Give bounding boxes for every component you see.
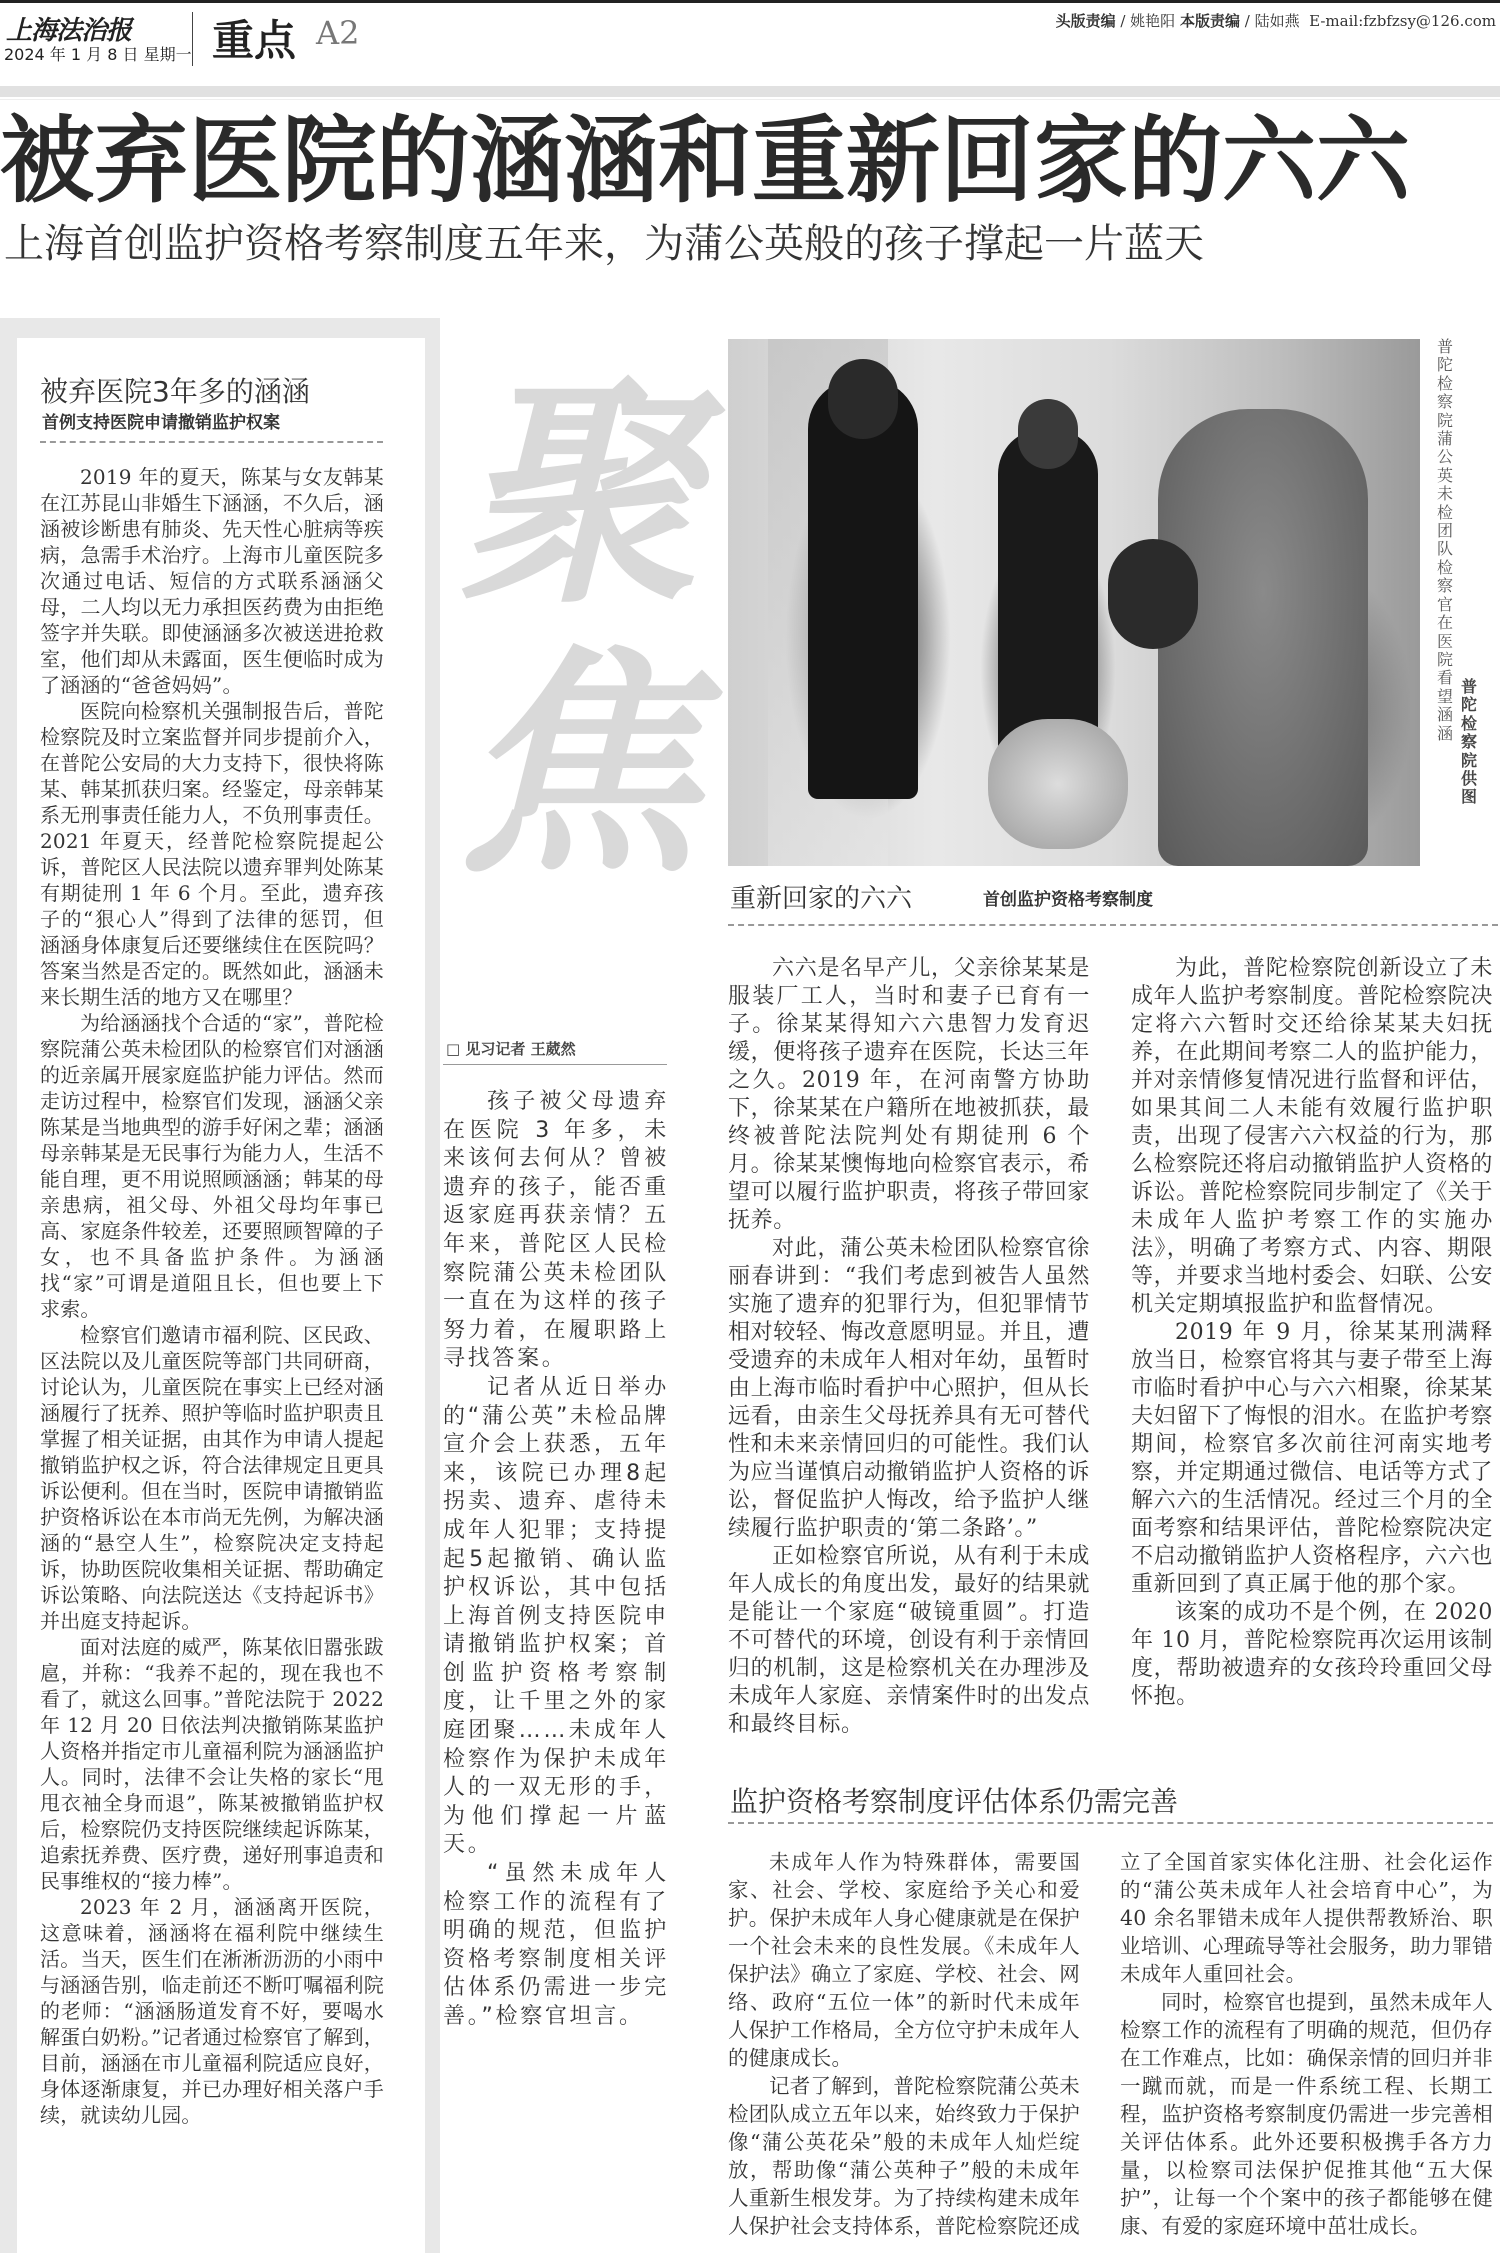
photo-stroller — [988, 719, 1128, 849]
photo-figure-child — [1108, 539, 1198, 649]
story-liuliu-heading: 重新回家的六六 — [730, 884, 913, 914]
story-liuliu-col2 — [1131, 955, 1493, 1711]
section-name: 重点 — [212, 16, 297, 65]
newspaper-logo: 上海法治报 — [6, 16, 132, 46]
masthead-divider — [192, 12, 193, 66]
focus-calligraphy: 聚焦 — [458, 354, 699, 906]
photo-figure-prosecutor-female — [998, 429, 1098, 759]
paragraph: 未成年人作为特殊群体，需要国家、社会、学校、家庭给予关心和爱护。保护未成年人身心健康就是在保护一个社会未来的良性发展。《未成年人保护法》确立了家庭、学校、社会、网络、政府“五位一体”的新时代未成年人保护工作格局，全方位守护未成年人的健康成长。 — [728, 1850, 1080, 2070]
paragraph: “虽然未成年人检察工作的流程有了明确的规范，但监护资格考察制度相关评估体系仍需进一步完善。”检察官坦言。 — [443, 1861, 669, 2029]
news-photo — [728, 339, 1420, 866]
story-evaluation-col2 — [1120, 1848, 1493, 2240]
dashed-divider — [40, 441, 383, 443]
photo-figure-caregiver — [1158, 409, 1368, 866]
photo-credit: 普陀检察院 供图 — [1460, 677, 1477, 807]
front-editor-label: 头版责编 — [1055, 12, 1116, 30]
issue-date: 2024 年 1 月 8 日 星期一 — [4, 45, 192, 64]
paragraph: 同时，检察官也提到，虽然未成年人检察工作的流程有了明确的规范，但仍存在工作难点，比如：确保亲情的回归并非一蹴而就，而是一件系统工程、长期工程，监护资格考察制度仍需进一步完善相关评估体系。此外还要积极携手各方力量，以检察司法保护促推其他“五大保护”，让每一个个案中的孩子都能够在健康、有爱的家庭环境中茁壮成长。 — [1120, 1990, 1493, 2238]
dashed-divider — [728, 1822, 1493, 1824]
main-headline: 被弃医院的涵涵和重新回家的六六 — [0, 107, 1411, 216]
photo-figure-head — [1018, 399, 1078, 469]
paragraph: 六六是名早产儿，父亲徐某某是服装厂工人，当时和妻子已育有一子。徐某某得知六六患智力发育迟缓，便将孩子遗弃在医院，长达三年之久。2019 年，在河南警方协助下，徐某某在户籍所在地被抓获，最终被普陀法院判处有期徒刑 6 个月。徐某某懊悔地向检察官表示，希望可以履行监护职责，将孩子带回家抚养。 — [728, 956, 1090, 1233]
story-liuliu-subheading: 首创监护资格考察制度 — [983, 890, 1153, 910]
story-evaluation-heading: 监护资格考察制度评估体系仍需完善 — [730, 1785, 1179, 1818]
story-liuliu-col1 — [728, 955, 1090, 1739]
paragraph: 2019 年的夏天，陈某与女友韩某在江苏昆山非婚生下涵涵，不久后，涵涵被诊断患有肺炎、先天性心脏病等疾病，急需手术治疗。上海市儿童医院多次通过电话、短信的方式联系涵涵父母，二人均以无力承担医药费为由拒绝签字并失联。即使涵涵多次被送进抢救室，他们却从未露面，医生便临时成为了涵涵的“爸爸妈妈”。 — [40, 465, 384, 697]
page-number: A2 — [316, 14, 360, 52]
paragraph: 2019 年 9 月，徐某某刑满释放当日，检察官将其与妻子带至上海市临时看护中心与六六相聚，徐某某夫妇留下了悔恨的泪水。在监护考察期间，检察官多次前往河南实地考察，并定期通过微信、电话等方式了解六六的生活情况。经过三个月的全面考察和结果评估，普陀检察院决定不启动撤销监护人资格程序，六六也重新回到了真正属于他的那个家。 — [1131, 1320, 1493, 1597]
page-editor: / 陆如燕 — [1244, 12, 1300, 30]
header-rule — [0, 99, 1500, 100]
paragraph: 孩子被父母遗弃在医院 3 年多，未来该何去何从？曾被遗弃的孩子，能否重返家庭再获亲情？五年来，普陀区人民检察院蒲公英未检团队一直在为这样的孩子努力着，在履职路上寻找答案。 — [443, 1089, 669, 1372]
paragraph: 立了全国首家实体化注册、社会化运作的“蒲公英未成年人社会培育中心”，为 40 余名罪错未成年人提供帮教矫治、职业培训、心理疏导等社会服务，助力罪错未成年人重回社会。 — [1120, 1850, 1493, 1986]
photo-figure-head — [828, 359, 898, 439]
paragraph: 正如检察官所说，从有利于未成年人成长的角度出发，最好的结果就是能让一个家庭“破镜重圆”。打造不可替代的环境，创设有利于亲情回归的机制，这是检察机关在办理涉及未成年人家庭、亲情案件时的出发点和最终目标。 — [728, 1544, 1090, 1737]
photo-caption: 普陀检察院蒲公英未检团队检察官在医院看望涵涵 — [1436, 337, 1453, 743]
story-evaluation-col1 — [728, 1848, 1080, 2240]
byline-rule — [443, 1064, 667, 1065]
paragraph: 记者从近日举办的“蒲公英”未检品牌宣介会上获悉，五年来，该院已办理8起拐卖、遗弃、虐待未成年人犯罪；支持提起5起撤销、确认监护权诉讼，其中包括上海首例支持医院申请撤销监护权案；首创监护资格考察制度，让千里之外的家庭团聚……未成年人检察作为保护未成年人的一双无形的手，为他们撑起一片蓝天。 — [443, 1374, 669, 1858]
editor-email: E-mail:fzbfzsy@126.com — [1309, 12, 1496, 30]
top-rule — [0, 0, 1500, 3]
lead-body — [443, 1088, 669, 2032]
dashed-divider — [728, 924, 1498, 926]
paragraph: 该案的成功不是个例，在 2020 年 10 月，普陀检察院再次运用该制度，帮助被遗弃的女孩玲玲重回父母怀抱。 — [1131, 1600, 1493, 1709]
paragraph: 为给涵涵找个合适的“家”，普陀检察院蒲公英未检团队的检察官们对涵涵的近亲属开展家庭监护能力评估。然而走访过程中，检察官们发现，涵涵父亲陈某是当地典型的游手好闲之辈；涵涵母亲韩某是无民事行为能力人，生活不能自理，更不用说照顾涵涵；韩某的母亲患病，祖父母、外祖父母均年事已高、家庭条件较差，还要照顾智障的子女，也不具备监护条件。为涵涵找“家”可谓是道阻且长，但也要上下求索。 — [40, 1011, 384, 1321]
paragraph: 检察官们邀请市福利院、区民政、区法院以及儿童医院等部门共同研商，讨论认为，儿童医院在事实上已经对涵涵履行了抚养、照护等临时监护职责且掌握了相关证据，由其作为申请人提起撤销监护权之诉，符合法律规定且更具诉讼便利。但在当时，医院申请撤销监护资格诉讼在本市尚无先例，为解决涵涵的“悬空人生”，检察院决定支持起诉，协助医院收集相关证据、帮助确定诉讼策略、向法院送达《支持起诉书》并出庭支持起诉。 — [40, 1323, 384, 1633]
front-editor: / 姚艳阳 — [1120, 12, 1176, 30]
sub-headline: 上海首创监护资格考察制度五年来，为蒲公英般的孩子撑起一片蓝天 — [4, 221, 1204, 267]
paragraph: 2023 年 2 月，涵涵离开医院，这意味着，涵涵将在福利院中继续生活。当天，医生们在淅淅沥沥的小雨中与涵涵告别，临走前还不断叮嘱福利院的老师：“涵涵肠道发育不好，要喝水解蛋白奶粉。”记者通过检察官了解到，目前，涵涵在市儿童福利院适应良好，身体逐渐康复，并已办理好相关落户手续，就读幼儿园。 — [40, 1895, 384, 2127]
page-editor-label: 本版责编 — [1179, 12, 1240, 30]
paragraph: 记者了解到，普陀检察院蒲公英未检团队成立五年以来，始终致力于保护像“蒲公英花朵”般的未成年人灿烂绽放，帮助像“蒲公英种子”般的未成年人重新生根发芽。为了持续构建未成年人保护社会支持体系，普陀检察院还成 — [728, 2074, 1080, 2238]
paragraph: 为此，普陀检察院创新设立了未成年人监护考察制度。普陀检察院决定将六六暂时交还给徐某某夫妇抚养，在此期间考察二人的监护能力，并对亲情修复情况进行监督和评估，如果其间二人未能有效履行监护职责，出现了侵害六六权益的行为，那么检察院还将启动撤销监护人资格的诉讼。普陀检察院同步制定了《关于未成年人监护考察工作的实施办法》，明确了考察方式、内容、期限等，并要求当地村委会、妇联、公安机关定期填报监护和监督情况。 — [1131, 956, 1493, 1317]
story-hanhan-subheading: 首例支持医院申请撤销监护权案 — [42, 413, 280, 433]
photo-figure-prosecutor-male — [808, 379, 918, 799]
paragraph: 对此，蒲公英未检团队检察官徐丽春讲到：“我们考虑到被告人虽然实施了遗弃的犯罪行为，但犯罪情节相对较轻、悔改意愿明显。并且，遭受遗弃的未成年人相对年幼，虽暂时由上海市临时看护中心照护，但从长远看，由亲生父母抚养具有无可替代性和未来亲情回归的可能性。我们认为应当谨慎启动撤销监护人资格的诉讼，督促监护人悔改，给予监护人继续履行监护职责的‘第二条路’。” — [728, 1236, 1090, 1541]
story-hanhan-heading: 被弃医院3年多的涵涵 — [40, 375, 310, 408]
byline: □ 见习记者 王葳然 — [446, 1040, 576, 1058]
header-band — [0, 86, 1500, 97]
paragraph: 医院向检察机关强制报告后，普陀检察院及时立案监督并同步提前介入，在普陀公安局的大力支持下，很快将陈某、韩某抓获归案。经鉴定，母亲韩某系无刑事责任能力人，不负刑事责任。2021 年夏天，经普陀检察院提起公诉，普陀区人民法院以遗弃罪判处陈某有期徒刑 1 年 6 个月。至此，遗弃孩子的“狠心人”得到了法律的惩罚，但涵涵身体康复后还要继续住在医院吗？答案当然是否定的。既然如此，涵涵未来长期生活的地方又在哪里？ — [40, 699, 384, 1009]
paragraph: 面对法庭的威严，陈某依旧嚣张跋扈，并称：“我养不起的，现在我也不看了，就这么回事。”普陀法院于 2022 年 12 月 20 日依法判决撤销陈某监护人资格并指定市儿童福利院为涵涵监护人。同时，法律不会让失格的家长“甩甩衣袖全身而退”，陈某被撤销监护权后，检察院仍支持医院继续起诉陈某，追索抚养费、医疗费，递好刑事追责和民事维权的“接力棒”。 — [40, 1635, 384, 1893]
editor-credits — [1056, 10, 1496, 31]
story-hanhan-body — [40, 464, 384, 2128]
